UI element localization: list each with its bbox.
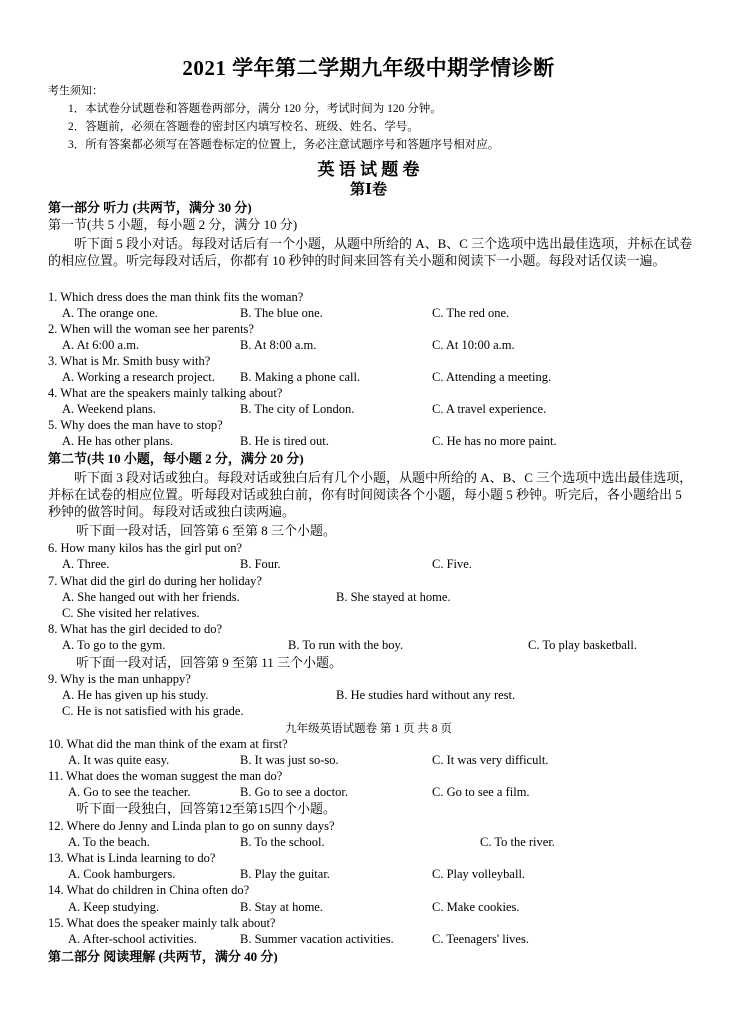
q15-option-c: C. Teenagers' lives. <box>432 932 529 946</box>
question-2: 2. When will the woman see her parents? <box>48 322 254 336</box>
q9-option-c: C. He is not satisfied with his grade. <box>62 704 244 718</box>
q10-option-a: A. It was quite easy. <box>68 753 170 767</box>
sec1-instructions: 听下面 5 段小对话。每段对话后有一个小题，从题中所给的 A、B、C 三个选项中选出最佳选项，并标在试卷的相应位置。听完每段对话后，你都有 10 秒钟的时间来回答有关小题和阅读下一小题。每段对话仅读一遍。 <box>48 236 693 268</box>
q11-option-c: C. Go to see a film. <box>432 785 530 799</box>
question-15: 15. What does the speaker mainly talk about? <box>48 916 276 930</box>
q2-option-a: A. At 6:00 a.m. <box>62 338 140 352</box>
paper-title: 英 语 试 题 卷 <box>317 160 420 179</box>
q4-option-b: B. The city of London. <box>240 402 355 416</box>
q7-option-c: C. She visited her relatives. <box>62 606 200 620</box>
q10-option-c: C. It was very difficult. <box>432 753 549 767</box>
q13-option-a: A. Cook hamburgers. <box>68 867 176 881</box>
q3-option-a: A. Working a research project. <box>62 370 215 384</box>
q6-option-c: C. Five. <box>432 557 472 571</box>
q1-option-b: B. The blue one. <box>240 306 323 320</box>
q1-option-a: A. The orange one. <box>62 306 158 320</box>
question-13: 13. What is Linda learning to do? <box>48 851 216 865</box>
q13-option-c: C. Play volleyball. <box>432 867 526 881</box>
question-11: 11. What does the woman suggest the man do? <box>48 769 283 783</box>
question-4: 4. What are the speakers mainly talking about? <box>48 386 283 400</box>
sec2-instructions: 听下面 3 段对话或独白。每段对话或独白后有几个小题，从题中所给的 A、B、C 三个选项中选出最佳选项，并标在试卷的相应位置。听每段对话或独白前，你有时间阅读各个小题，每小题 5 秒钟。听完后，各小题给出 5 秒钟的做答时间。每段对话或独白读两遍。 <box>48 470 693 519</box>
q9-option-a: A. He has given up his study. <box>62 688 209 702</box>
q15-option-b: B. Summer vacation activities. <box>240 932 394 946</box>
question-5: 5. Why does the man have to stop? <box>48 418 223 432</box>
question-10: 10. What did the man think of the exam at first? <box>48 737 288 751</box>
q14-option-a: A. Keep studying. <box>68 900 159 914</box>
q6-option-a: A. Three. <box>62 557 110 571</box>
page-footer: 九年级英语试题卷 第 1 页 共 8 页 <box>285 723 452 735</box>
notice-item-1: 1．本试卷分试题卷和答题卷两部分，满分 120 分，考试时间为 120 分钟。 <box>68 103 442 115</box>
q12-option-c: C. To the river. <box>480 835 555 849</box>
sec1-heading: 第一节(共 5 小题，每小题 2 分，满分 10 分) <box>48 217 298 232</box>
question-14: 14. What do children in China often do? <box>48 883 250 897</box>
q8-option-a: A. To go to the gym. <box>62 638 166 652</box>
q3-option-c: C. Attending a meeting. <box>432 370 552 384</box>
notice-heading: 考生须知： <box>48 85 103 97</box>
q1-option-c: C. The red one. <box>432 306 510 320</box>
notice-item-3: 3．所有答案都必须写在答题卷标定的位置上，务必注意试题序号和答题序号相对应。 <box>68 139 500 151</box>
q9-option-b: B. He studies hard without any rest. <box>336 688 516 702</box>
q2-option-b: B. At 8:00 a.m. <box>240 338 317 352</box>
q8-option-c: C. To play basketball. <box>528 638 637 652</box>
q11-option-b: B. Go to see a doctor. <box>240 785 348 799</box>
part2-heading: 第二部分 阅读理解 (共两节，满分 40 分) <box>48 949 278 964</box>
q5-option-b: B. He is tired out. <box>240 434 329 448</box>
q5-option-a: A. He has other plans. <box>62 434 174 448</box>
q3-option-b: B. Making a phone call. <box>240 370 361 384</box>
question-3: 3. What is Mr. Smith busy with? <box>48 354 211 368</box>
q2-option-c: C. At 10:00 a.m. <box>432 338 515 352</box>
q5-option-c: C. He has no more paint. <box>432 434 557 448</box>
question-1: 1. Which dress does the man think fits the woman? <box>48 290 304 304</box>
q10-option-b: B. It was just so-so. <box>240 753 339 767</box>
volume-label: 第Ⅰ卷 <box>349 182 388 198</box>
q14-option-b: B. Stay at home. <box>240 900 323 914</box>
part1-heading: 第一部分 听力 (共两节，满分 30 分) <box>48 200 252 215</box>
q4-option-a: A. Weekend plans. <box>62 402 156 416</box>
q6-option-b: B. Four. <box>240 557 281 571</box>
q7-option-a: A. She hanged out with her friends. <box>62 590 240 604</box>
q4-option-c: C. A travel experience. <box>432 402 547 416</box>
q7-option-b: B. She stayed at home. <box>336 590 451 604</box>
q14-option-c: C. Make cookies. <box>432 900 520 914</box>
q13-option-b: B. Play the guitar. <box>240 867 330 881</box>
cue-6-8: 听下面一段对话，回答第 6 至第 8 三个小题。 <box>76 523 337 538</box>
question-7: 7. What did the girl do during her holiday? <box>48 574 262 588</box>
q15-option-a: A. After-school activities. <box>68 932 197 946</box>
cue-12-15: 听下面一段独白，回答第12至第15四个小题。 <box>76 801 337 816</box>
question-8: 8. What has the girl decided to do? <box>48 622 223 636</box>
notice-item-2: 2．答题前，必须在答题卷的密封区内填写校名、班级、姓名、学号。 <box>68 121 419 133</box>
q12-option-b: B. To the school. <box>240 835 325 849</box>
q11-option-a: A. Go to see the teacher. <box>68 785 191 799</box>
question-9: 9. Why is the man unhappy? <box>48 672 191 686</box>
cue-9-11: 听下面一段对话，回答第 9 至第 11 三个小题。 <box>76 655 343 670</box>
q8-option-b: B. To run with the boy. <box>288 638 404 652</box>
q12-option-a: A. To the beach. <box>68 835 150 849</box>
exam-title: 2021 学年第二学期九年级中期学情诊断 <box>182 56 555 80</box>
sec2-heading: 第二节(共 10 小题，每小题 2 分，满分 20 分) <box>48 451 304 466</box>
question-6: 6. How many kilos has the girl put on? <box>48 541 243 555</box>
question-12: 12. Where do Jenny and Linda plan to go on sunny days? <box>48 819 335 833</box>
